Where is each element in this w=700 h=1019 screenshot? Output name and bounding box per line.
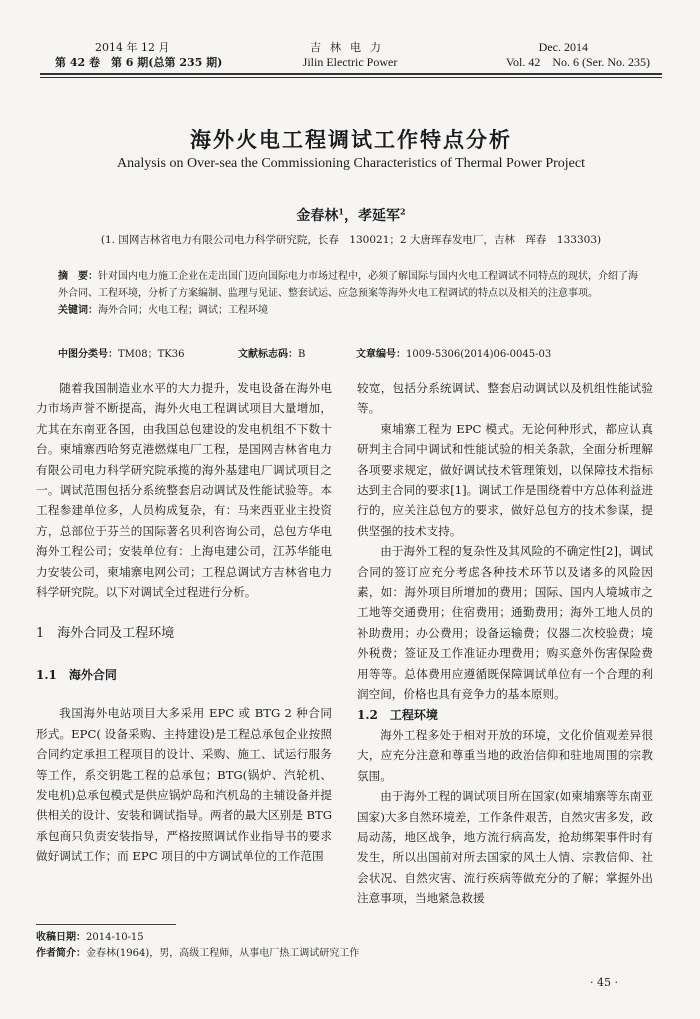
received-value: 2014-10-15 xyxy=(86,932,144,943)
header-rule-thick xyxy=(40,73,662,75)
body-paragraph: 由于海外工程的复杂性及其风险的不确定性[2]，调试合同的签订应充分考虑各种技术环节以及诸多的风险因素，如：海外项目所增加的费用；国际、国内人境城市之工地等交通费用；住宿费用；通勤费用；海外工地人员的补助费用；办公费用；设备运输费；仪器二次校验费；境外税费；签证及工作准证办理费用；购买意外伤害保险费用等等。总体费用应遵循既保障调试单位有一个合理的利润空间，价格也具有竞争力的基本原则。 xyxy=(357,544,653,702)
author-2-affil-mark: 2 xyxy=(400,206,406,217)
running-header-right xyxy=(460,40,650,70)
author-bio-label: 作者简介： xyxy=(36,948,86,959)
abstract-label: 摘 要： xyxy=(58,271,98,282)
received-date xyxy=(36,928,636,943)
header-date-en: Dec. 2014 xyxy=(538,40,588,54)
doc-code-label: 文献标志码： xyxy=(238,349,298,360)
footnote-rule xyxy=(36,924,176,925)
article-id-value: 1009-5306(2014)06-0045-03 xyxy=(406,349,552,360)
keywords-label: 关键词： xyxy=(58,305,98,316)
running-header-left xyxy=(55,40,255,70)
author-bio-value: 金春林(1964)，男，高级工程师，从事电厂热工调试研究工作 xyxy=(86,948,360,959)
body-paragraph: 我国海外电站项目大多采用 EPC 或 BTG 2 种合同形式。EPC( 设备采购、主持建设)是工程总承包企业按照合同约定承担工程项目的设计、采购、施工、试运行服务等工作，系交钥匙工程的总承包；BTG(锅炉、汽轮机、发电机)总承包模式是供应锅炉岛和汽机岛的主辅设备并提供相关的设计、安装和调试指导。两者的最大区别是 BTG 承包商只负责安装指导，严格按照调试作业指导书的要求做好调试工作；而 EPC 项目的中方调试单位的工作范围 xyxy=(36,706,332,864)
affiliations: (1. 国网吉林省电力有限公司电力科学研究院，长春 130021；2 大唐珲春发电厂，吉林 珲春 133303) xyxy=(100,234,602,246)
section-heading-1-1: 1.1 海外合同 xyxy=(36,667,117,682)
clc-label: 中图分类号： xyxy=(58,349,118,360)
body-paragraph: 较宽，包括分系统调试、整套启动调试以及机组性能试验等。 xyxy=(357,381,653,416)
header-journal-en: Jilin Electric Power xyxy=(302,55,398,69)
author-bio xyxy=(36,944,636,959)
header-volume-en: Vol. 42 No. 6 (Ser. No. 235) xyxy=(505,55,650,69)
author-1-affil-mark: 1 xyxy=(338,206,344,217)
keywords-text: 海外合同；火电工程；调试；工程环境 xyxy=(98,305,268,316)
page-number: · 45 · xyxy=(590,976,618,989)
header-journal-cn: 吉林电力 xyxy=(310,41,390,54)
article-id-label: 文章编号： xyxy=(356,349,406,360)
received-label: 收稿日期： xyxy=(36,932,86,943)
header-date-cn: 2014 年 12 月 xyxy=(95,41,170,54)
clc-number xyxy=(58,345,185,360)
body-column-left xyxy=(36,378,332,867)
section-heading-1-2: 1.2 工程环境 xyxy=(357,707,438,722)
abstract-text: 针对国内电力施工企业在走出国门迈向国际电力市场过程中，必须了解国际与国内火电工程调试不同特点的现状，介绍了海外合同、工程环境，分析了方案编制、监理与见证、整套试运、应急预案等海外火电工程调试的特点以及相关的注意事项。 xyxy=(58,271,638,299)
running-header-center xyxy=(270,40,430,70)
abstract xyxy=(58,268,642,319)
section-heading-1: 1 海外合同及工程环境 xyxy=(36,626,175,642)
author-1: 金春林 xyxy=(296,208,339,224)
author-list xyxy=(40,205,662,225)
body-paragraph: 由于海外工程的调试项目所在国家(如柬埔寨等东南亚国家)大多自然环境差，工作条件艰苦，自然灾害多发，政局动荡，地区战争，地方流行病高发，抢劫绑架事件时有发生，所以出国前对所去国家的风土人情、宗教信仰、社会状况、自然灾害、流行疾病等做充分的了解；掌握外出注意事项，当地紧急救援 xyxy=(357,789,653,906)
clc-value: TM08；TK36 xyxy=(118,349,185,360)
author-separator: ， xyxy=(344,208,358,224)
author-2: 孝延军 xyxy=(358,208,400,224)
body-column-right xyxy=(357,378,653,909)
header-rule-thin xyxy=(40,77,662,78)
body-paragraph: 随着我国制造业水平的大力提升，发电设备在海外电力市场声誉不断提高，海外火电工程调试项目大量增加，尤其在东南亚各国，由我国总包建设的发电机组不下数十台。柬埔寨西哈努克港燃煤电厂工程，是国网吉林省电力有限公司电力科学研究院承揽的海外基建电厂调试项目之一。调试范围包括分系统整套启动调试及性能试验等。本工程参建单位多，人员构成复杂，有：马来西亚业主投资方，总部位于芬兰的国际著名贝利咨询公司，总包方华电海外工程公司；安装单位有：上海电建公司，江苏华能电力安装公司，柬埔寨电网公司；工程总调试方吉林省电力科学研究院。以下对调试全过程进行分析。 xyxy=(36,381,332,600)
keywords xyxy=(58,302,642,319)
body-paragraph: 柬埔寨工程为 EPC 模式。无论何种形式，都应认真研判主合同中调试和性能试验的相关条款，全面分析理解各项要求规定，做好调试技术管理策划，以保障技术指标达到主合同的要求[1]。调试工作是围绕着中方总体利益进行的，应关注总包方的要求，做好总包方的技术参谋，提供坚强的技术支持。 xyxy=(357,421,653,538)
body-paragraph: 海外工程多处于相对开放的环境，文化价值观差异很大，应充分注意和尊重当地的政治信仰和驻地周围的宗教氛围。 xyxy=(357,727,653,783)
paper-title-cn: 海外火电工程调试工作特点分析 xyxy=(190,127,512,152)
paper-title-en: Analysis on Over-sea the Commissioning Characteristics of Thermal Power Project xyxy=(117,156,585,171)
doc-code xyxy=(238,345,305,360)
doc-code-value: B xyxy=(298,349,306,360)
article-id xyxy=(356,345,551,360)
header-volume-cn: 第 42 卷 第 6 期(总第 235 期) xyxy=(55,56,223,69)
